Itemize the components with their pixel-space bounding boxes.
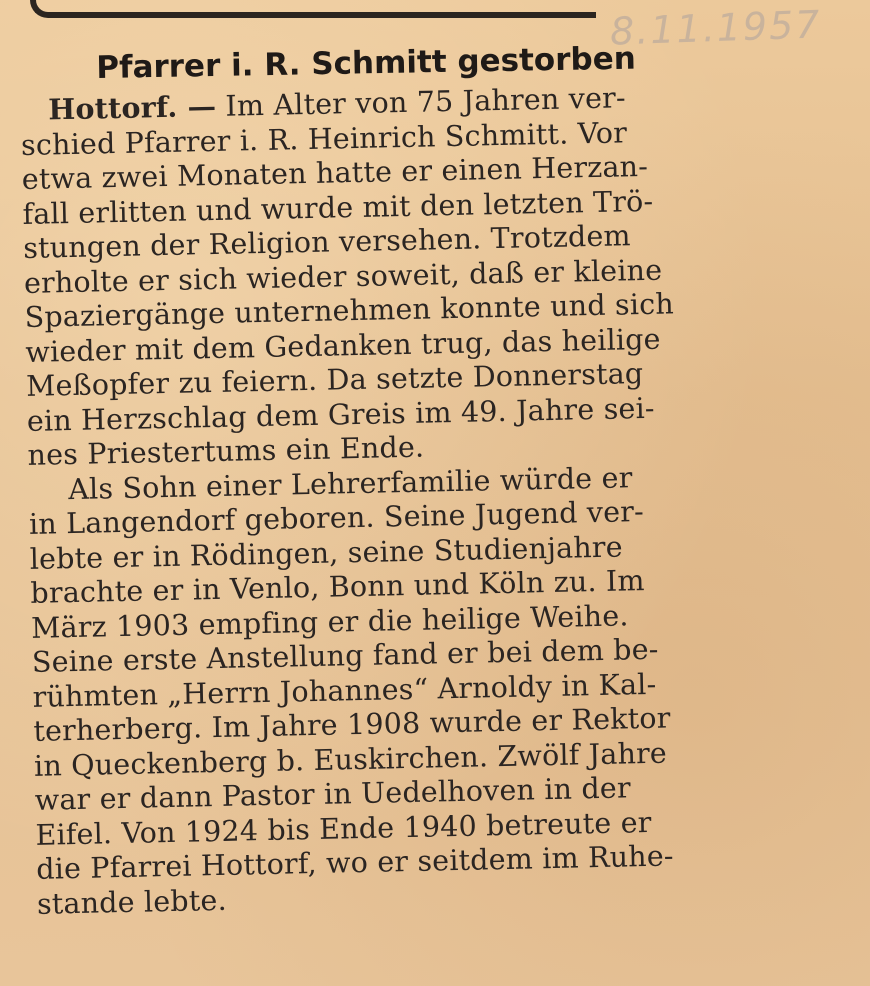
article-line: war er dann Pastor in Uedelhoven in der	[34, 771, 632, 817]
article-line: schied Pfarrer i. R. Heinrich Schmitt. Vor	[20, 115, 628, 162]
article-line: etwa zwei Monaten hatte er einen Herzan-	[21, 149, 649, 196]
article-line: brachte er in Venlo, Bonn und Köln zu. Im	[30, 564, 645, 610]
article-line: terherberg. Im Jahre 1908 wurde er Rektor	[33, 701, 671, 748]
article-line: Spaziergänge unternehmen konnte und sich	[24, 287, 675, 334]
article-line: ein Herzschlag dem Greis im 49. Jahre sei-	[26, 391, 655, 438]
article-line: März 1903 empfing er die heilige Weihe.	[30, 598, 629, 645]
article-line: in Langendorf geboren. Seine Jugend ver-	[28, 495, 645, 541]
handwritten-date: 8.11.1957	[609, 2, 823, 54]
article-line: nes Priestertums ein Ende.	[27, 430, 425, 472]
article-line: die Pfarrei Hottorf, wo er seitdem im Ruhe-	[35, 839, 674, 886]
article-line: in Queckenberg b. Euskirchen. Zwölf Jahre	[33, 736, 668, 783]
article-body	[20, 77, 797, 922]
article-line: Seine erste Anstellung fand er bei dem be-	[31, 632, 659, 679]
top-border-rule	[30, 0, 596, 18]
article-line: Eifel. Von 1924 bis Ende 1940 betreute er	[35, 805, 652, 852]
article-line: Als Sohn einer Lehrerfamilie würde er	[67, 460, 633, 506]
article-line: erholte er sich wieder soweit, daß er kleine	[23, 253, 663, 300]
article-line: lebte er in Rödingen, seine Studienjahre	[29, 529, 624, 576]
article-line: rühmten „Herrn Johannes“ Arnoldy in Kal-	[32, 667, 657, 714]
article-line: fall erlitten und wurde mit den letzten Trö-	[22, 184, 654, 231]
article-headline: Pfarrer i. R. Schmitt gestorben	[96, 40, 637, 86]
article-line: stande lebte.	[36, 883, 228, 921]
article-line: Meßopfer zu feiern. Da setzte Donnerstag	[25, 357, 644, 403]
article-dateline: Hottorf. —	[47, 88, 217, 127]
article-line: stungen der Religion versehen. Trotzdem	[22, 219, 632, 265]
article-line: Im Alter von 75 Jahren ver-	[225, 81, 627, 123]
article-line: wieder mit dem Gedanken trug, das heilige	[25, 322, 662, 369]
